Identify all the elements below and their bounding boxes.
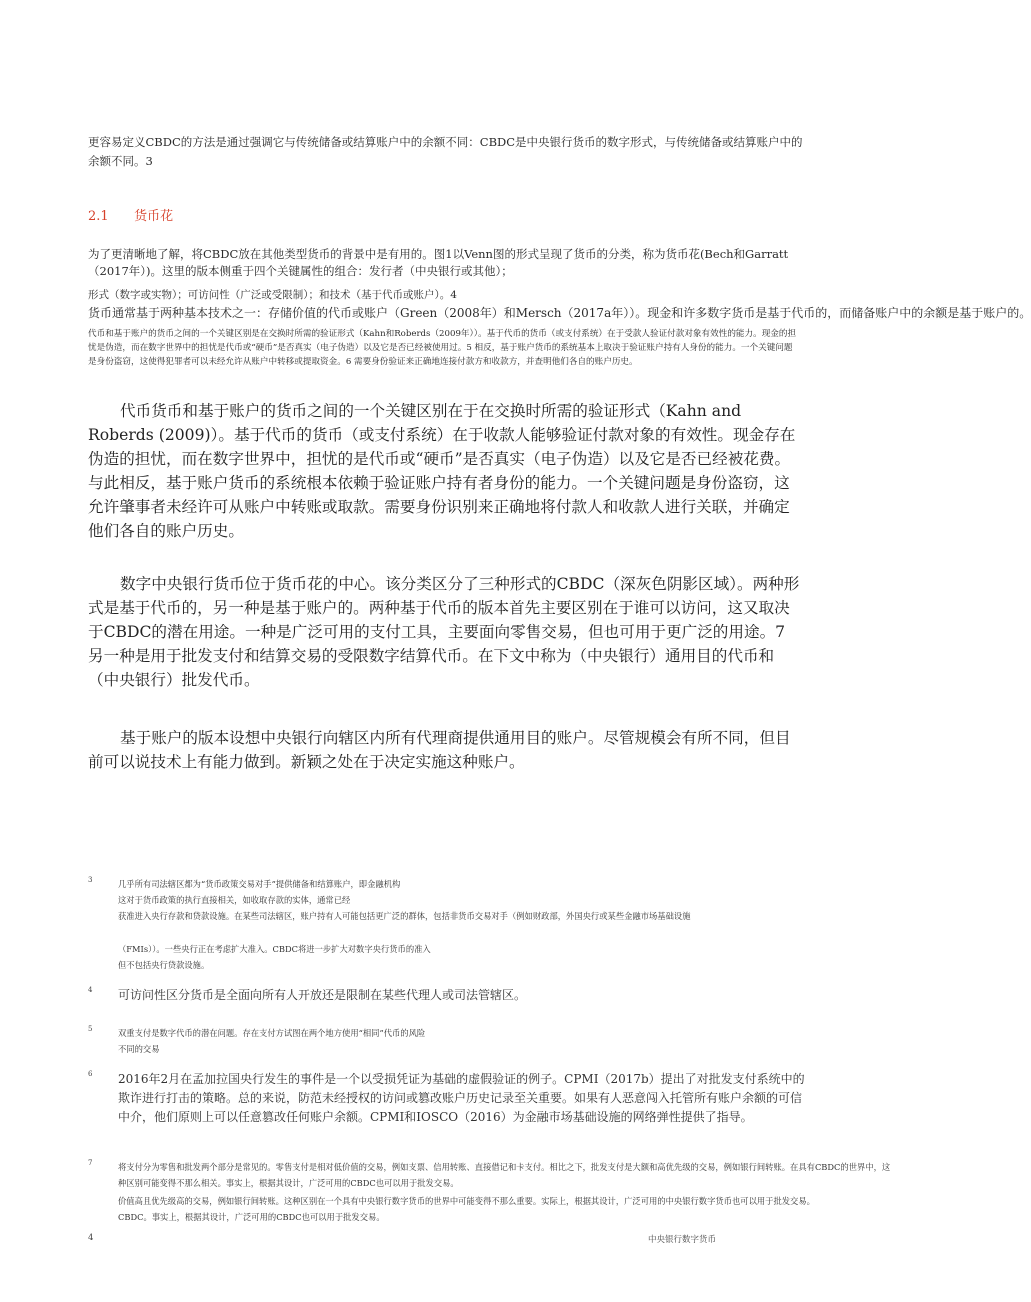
- footnote-3-line: 这对于货币政策的执行直接相关，如收取存款的实体，通常已经: [118, 895, 351, 905]
- technologies-paragraph: 货币通常基于两种基本技术之一：存储价值的代币或账户（Green（2008年）和Mersch（2017a年））。现金和许多数字货币是基于代币的，而储备账户中的余额是基于账户的。: [88, 306, 1031, 320]
- footnote-5: [118, 1025, 808, 1057]
- footnote-7-continued: CBDC。事实上，根据其设计，广泛可用的CBDC也可以用于批发交易。: [118, 1212, 385, 1222]
- classification-paragraph: 为了更清晰地了解，将CBDC放在其他类型货币的背景中是有用的。图1以Venn图的形式呈现了货币的分类，称为货币花(Bech和Garratt（2017年）)。这里的版本侧重于四个关键属性的组合：发行者（中央银行或其他）；: [88, 247, 789, 278]
- footnote-3b-line: 但不包括央行贷款设施。: [118, 960, 210, 970]
- section-heading: [88, 205, 173, 224]
- footnote-number-7: 7: [88, 1159, 93, 1167]
- body-paragraph-verification: 代币货币和基于账户的货币之间的一个关键区别在于在交换时所需的验证形式（Kahn and Roberds (2009)）。基于代币的货币（或支付系统）在于收款人能够验证付款对象的有效性。现金存在伪造的担忧，而在数字世界中，担忧的是代币或“硬币”是否真实（电子伪造）以及它是否已经被花费。与此相反，基于账户货币的系统根本依赖于验证账户持有者身份的能力。一个关键问题是身份盗窃，这允许肇事者未经许可从账户中转账或取款。需要身份识别来正确地将付款人和收款人进行关联，并确定他们各自的账户历史。: [88, 402, 796, 540]
- intro-paragraph: 更容易定义CBDC的方法是通过强调它与传统储备或结算账户中的余额不同：CBDC是中央银行货币的数字形式，与传统储备或结算账户中的余额不同。3: [88, 135, 803, 168]
- section-number: 2.1: [88, 209, 109, 224]
- footnote-number-5: 5: [88, 1025, 93, 1033]
- footnote-3-line: 获准进入央行存款和贷款设施。在某些司法辖区，账户持有人可能包括更广泛的群体，包括非货币交易对手（例如财政部，外国央行或某些金融市场基础设施: [118, 911, 691, 921]
- footnote-3-line: 几乎所有司法辖区都为“货币政策交易对手”提供储备和结算账户，即金融机构: [118, 879, 401, 889]
- section-title: 货币花: [134, 209, 174, 224]
- footnote-4: 可访问性区分货币是全面向所有人开放还是限制在某些代理人或司法管辖区。: [118, 988, 527, 1002]
- footnote-3b-line: （FMIs））。一些央行正在考虑扩大准入。CBDC将进一步扩大对数字央行货币的准入: [118, 944, 431, 954]
- footnote-7-alternate: 价值高且优先级高的交易，例如银行间转账。这种区别在一个具有中央银行数字货币的世界中可能变得不那么重要。实际上，根据其设计，广泛可用的中央银行数字货币也可以用于批发交易。: [118, 1196, 815, 1206]
- footnote-5-line: 双重支付是数字代币的潜在问题。存在支付方试图在两个地方使用“相同”代币的风险: [118, 1028, 426, 1038]
- footnote-number-6: 6: [88, 1070, 93, 1078]
- footer-title: 中央银行数字货币: [648, 1235, 717, 1245]
- footnote-7: 将支付分为零售和批发两个部分是常见的。零售支付是相对低价值的交易，例如支票、信用转账、直接借记和卡支付。相比之下，批发支付是大额和高优先级的交易，例如银行间转账。在具有CBDC的世界中，这种区别可能变得不那么相关。事实上，根据其设计，广泛可用的CBDC也可以用于批发交易。: [118, 1162, 891, 1188]
- footnote-3-continued: [118, 941, 808, 973]
- body-paragraph-cbdc-forms: 数字中央银行货币位于货币花的中心。该分类区分了三种形式的CBDC（深灰色阴影区域）。两种形式是基于代币的，另一种是基于账户的。两种基于代币的版本首先主要区别在于谁可以访问，这又取决于CBDC的潜在用途。一种是广泛可用的支付工具，主要面向零售交易，但也可用于更广泛的用途。7 另一种是用于批发支付和结算交易的受限数字结算代币。在下文中称为（中央银行）通用目的代币和（中央银行）批发代币。: [88, 575, 800, 689]
- footnote-number-3: 3: [88, 876, 93, 884]
- small-verification-paragraph: 代币和基于账户的货币之间的一个关键区别是在交换时所需的验证形式（Kahn和Roberds（2009年））。基于代币的货币（或支付系统）在于受款人验证付款对象有效性的能力。现金的担忧是伪造，而在数字世界中的担忧是代币或“硬币”是否真实（电子伪造）以及它是否已经被使用过。5 相反，基于账户货币的系统基本上取决于验证账户持有人身份的能力。一个关键问题是身份盗窃，这使得犯罪者可以未经允许从账户中转移或提取资金。6 需要身份验证来正确地连接付款方和收款方，并查明他们各自的账户历史。: [88, 329, 797, 367]
- footnote-3: [118, 876, 808, 924]
- body-paragraph-account-based: 基于账户的版本设想中央银行向辖区内所有代理商提供通用目的账户。尽管规模会有所不同，但目前可以说技术上有能力做到。新颖之处在于决定实施这种账户。: [88, 729, 791, 771]
- footnote-5-line: 不同的交易: [118, 1044, 160, 1054]
- footnote-6: 2016年2月在孟加拉国央行发生的事件是一个以受损凭证为基础的虚假验证的例子。CPMI（2017b）提出了对批发支付系统中的欺诈进行打击的策略。总的来说，防范未经授权的访问或篡改账户历史记录至关重要。如果有人恶意闯入托管所有账户余额的可信中介，他们原则上可以任意篡改任何账户余额。CPMI和IOSCO（2016）为金融市场基础设施的网络弹性提供了指导。: [118, 1072, 805, 1124]
- page-number: 4: [88, 1233, 94, 1243]
- footnote-number-4: 4: [88, 986, 93, 994]
- attributes-paragraph: 形式（数字或实物）；可访问性（广泛或受限制）；和技术（基于代币或账户）。4: [88, 289, 457, 301]
